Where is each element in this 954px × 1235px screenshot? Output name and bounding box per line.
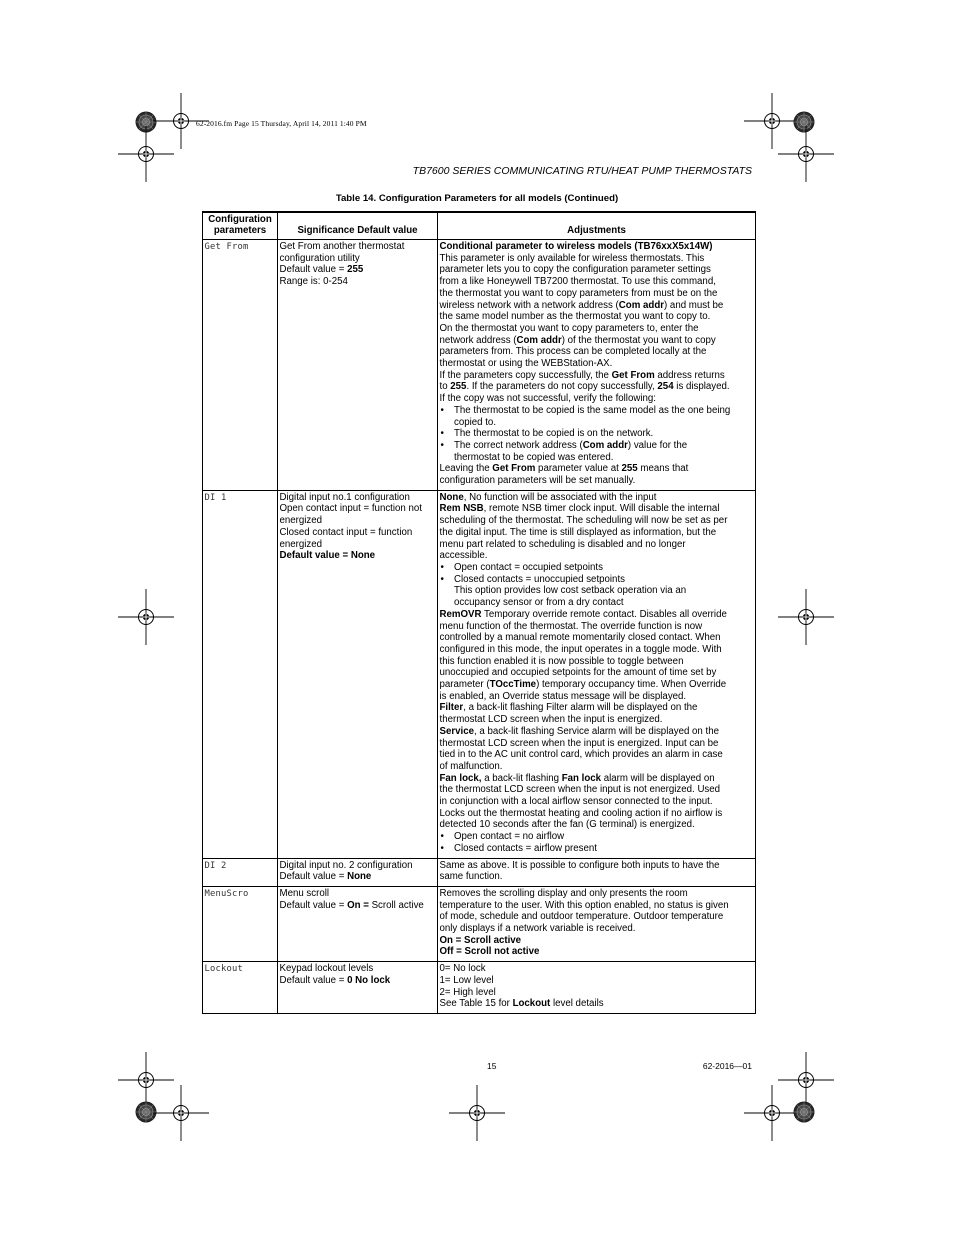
text-run: temperature to the user. With this option enabled, no status is given [439,899,729,911]
text-run: Range is: 0-254 [279,276,348,288]
adjustment-line [440,311,755,323]
bold-text: 255 [621,463,638,475]
adjustment-line [440,609,755,621]
text-run: Menu scroll [279,887,330,899]
bold-text: Get From [492,463,536,475]
adjustment-line [440,935,755,947]
bold-text: 255 [450,381,467,393]
middle-right-crosshair-target-icon [778,589,834,645]
adjustment-line [440,370,755,382]
text-run: level details [550,998,604,1010]
adjustments-cell [438,962,756,1014]
bold-text: Default value = None [279,550,376,562]
indented-line [440,417,755,429]
param-cell [203,240,278,491]
text-run: controlled by a manual remote momentarily closed contact. When [439,632,721,644]
text-run: Default value = [279,899,348,911]
bullet-item [440,405,755,417]
text-run: alarm will be displayed on [601,772,715,784]
bullet-item [440,831,755,843]
adjustment-line [440,796,755,808]
adjustments-cell [438,886,756,961]
text-run: Open contact = no airflow [454,831,565,843]
adjustment-line [440,667,755,679]
adjustment-line [440,621,755,633]
text-run: a back-lit flashing [481,772,562,784]
significance-cell [278,858,438,886]
configuration-parameters-table [202,211,756,1014]
significance-line [280,276,437,288]
text-run: of mode, schedule and outdoor temperature. Outdoor temperature [439,911,724,923]
adjustment-line [440,702,755,714]
header-adjustments: Adjustments [438,212,756,240]
bullet-text [454,440,754,452]
bullet-icon: • [440,842,444,854]
adjustment-line [440,527,755,539]
top-right-side-crosshair-target-icon [778,126,834,182]
text-run: Default value = [279,264,348,276]
text-run: the thermostat LCD screen when the input is not energized. Used [439,784,721,796]
adjustment-line [440,276,755,288]
bullet-text [454,574,754,586]
adjustment-line [440,550,755,562]
adjustment-line [440,463,755,475]
bold-text: 255 [347,264,364,276]
table-row [203,886,756,961]
significance-line [280,264,437,276]
text-run: ) value for the [627,439,688,451]
bold-text: On = Scroll active [439,934,522,946]
bold-text: Com addr [516,334,562,346]
adjustment-line [440,946,755,958]
text-run: parameters from. This process can be completed locally at the [439,346,707,358]
text-run: Temporary override remote contact. Disables all override [481,608,727,620]
table-title: Table 14. Configuration Parameters for all models (Continued) [335,193,619,204]
bullet-icon: • [440,561,444,573]
bottom-left-halftone-disc-icon [136,1102,157,1123]
adjustment-line [440,784,755,796]
text-run: the same model number as the thermostat you want to copy to. [439,311,711,323]
text-run: Closed contacts = airflow present [454,842,597,854]
text-run: energized [279,515,323,527]
adjustment-line [440,381,755,393]
text-run: , remote NSB timer clock input. Will disable the internal [483,503,720,515]
bold-text: None [439,491,464,503]
indented-line [440,597,755,609]
significance-line [280,253,437,265]
adjustment-line [440,539,755,551]
table-row [203,240,756,491]
adjustment-line [440,923,755,935]
text-run: occupancy sensor or from a dry contact [454,597,624,609]
text-run: this function enabled it is now possible to toggle between [439,655,684,667]
bottom-left-crosshair-target-icon [153,1085,209,1141]
header-significance: Significance Default value [278,212,438,240]
page-number: 15 [487,1061,497,1071]
table-header-row [203,212,756,240]
adjustment-line [440,911,755,923]
text-run: , a back-lit flashing Filter alarm will be displayed on the [463,702,698,714]
print-stamp: 62-2016.fm Page 15 Thursday, April 14, 2011 1:40 PM [196,119,367,128]
adjustment-line [440,987,755,999]
adjustment-line [440,963,755,975]
header-param-line-1: Configuration [208,214,272,225]
top-left-side-crosshair-target-icon [118,126,174,182]
significance-line [280,539,437,551]
bold-text: Get From [611,369,655,381]
bullet-text [454,405,754,417]
text-run: If the parameters copy successfully, the [439,369,612,381]
significance-line [280,871,437,883]
param-cell [203,962,278,1014]
bullet-text [454,843,754,855]
adjustment-line [440,888,755,900]
text-run: Open contact = occupied setpoints [454,561,603,573]
table-body [203,240,756,1014]
adjustments-cell [438,490,756,858]
text-run: Removes the scrolling display and only presents the room [439,887,688,899]
adjustment-line [440,808,755,820]
adjustment-line [440,900,755,912]
bold-text: None [347,871,372,883]
bottom-right-crosshair-target-icon [744,1085,800,1141]
text-run: The thermostat to be copied is on the network. [454,428,654,440]
adjustment-line [440,241,755,253]
bold-text: 254 [657,381,674,393]
significance-line [280,515,437,527]
bullet-item [440,428,755,440]
adjustment-line [440,346,755,358]
text-run: scheduling of the thermostat. The scheduling will now be set as per [439,515,728,527]
running-header: TB7600 SERIES COMMUNICATING RTU/HEAT PUMP THERMOSTATS [412,165,752,177]
significance-line [280,492,437,504]
text-run: ) of the thermostat you want to copy [561,334,716,346]
bold-text: Fan lock, [439,772,482,784]
bottom-right-halftone-disc-icon [794,1102,815,1123]
adjustment-line [440,726,755,738]
text-run: from a like Honeywell TB7200 thermostat. To use this command, [439,276,716,288]
text-run: thermostat or using the WEBStation-AX. [439,358,613,370]
text-run: is enabled, an Override status message will be displayed. [439,690,687,702]
significance-line [280,975,437,987]
text-run: parameter value at [535,463,622,475]
significance-cell [278,886,438,961]
adjustment-line [440,515,755,527]
top-right-crosshair-target-icon [744,93,800,149]
significance-cell [278,240,438,491]
text-run: detected 10 seconds after the fan (G terminal) is energized. [439,819,695,831]
adjustment-line [440,492,755,504]
text-run: Locks out the thermostat heating and cooling action if no airflow is [439,807,723,819]
adjustment-line [440,253,755,265]
bold-text: Com addr [582,439,628,451]
adjustment-line [440,644,755,656]
param-name: Get From [204,242,249,252]
bullet-item [440,440,755,452]
adjustment-line [440,393,755,405]
bold-text: On = [347,899,369,911]
adjustment-line [440,323,755,335]
bold-text: 0 No lock [347,974,391,986]
param-name: DI 2 [204,860,227,871]
significance-line [280,900,437,912]
adjustment-line [440,773,755,785]
text-run: 1= Low level [439,974,494,986]
bottom-right-side-crosshair-target-icon [778,1052,834,1108]
significance-line [280,550,437,562]
text-run: address returns [654,369,725,381]
bullet-icon: • [440,428,444,440]
bold-text: Off = Scroll not active [439,946,540,958]
text-run: Closed contacts = unoccupied setpoints [454,573,625,585]
bold-text: Fan lock [561,772,602,784]
adjustment-line [440,975,755,987]
bold-text: Com addr [618,299,665,311]
text-run: The correct network address ( [454,439,583,451]
text-run: copied to. [454,416,497,428]
significance-line [280,241,437,253]
text-run: ) and must be [664,299,724,311]
param-cell [203,490,278,858]
text-run: Default value = [279,871,348,883]
header-param-line-2: parameters [213,225,267,236]
text-run: thermostat to be copied was entered. [454,451,614,463]
param-name: Lockout [204,964,243,975]
param-name: DI 1 [204,492,227,503]
bold-text: RemOVR [439,608,482,620]
text-run: configuration utility [279,252,360,264]
text-run: , No function will be associated with the input [463,491,657,503]
text-run: ) temporary occupancy time. When Override [536,679,727,691]
text-run: the digital input. The time is still displayed as information, but the [439,526,717,538]
significance-line [280,888,437,900]
significance-line [280,503,437,515]
text-run: This parameter is only available for wireless thermostats. This [439,252,705,264]
significance-cell [278,490,438,858]
adjustment-line [440,475,755,487]
text-run: unoccupied and occupied setpoints for the amount of time set by [439,667,717,679]
table-row [203,858,756,886]
bold-text: Service [439,725,474,737]
text-run: parameter ( [439,679,490,691]
text-run: menu part related to scheduling is disabled and no longer [439,538,686,550]
text-run: Keypad lockout levels [279,963,374,975]
bullet-text [454,831,754,843]
adjustment-line [440,860,755,872]
document-number: 62-2016—01 [702,1061,752,1071]
text-run: the thermostat you want to copy parameters from must be on the [439,287,718,299]
param-name: MenuScro [204,888,249,899]
text-run: Digital input no. 2 configuration [279,859,413,871]
adjustment-line [440,632,755,644]
text-run: See Table 15 for [439,998,513,1010]
adjustment-line [440,358,755,370]
text-run: thermostat LCD screen when the input is energized. [439,714,663,726]
text-run: On the thermostat you want to copy parameters to, enter the [439,322,699,334]
significance-cell [278,962,438,1014]
bottom-center-crosshair-target-icon [449,1085,505,1141]
adjustment-line [440,738,755,750]
text-run: in conjunction with a local airflow sensor connected to the input. [439,796,713,808]
bullet-icon: • [440,439,444,451]
text-run: , a back-lit flashing Service alarm will be displayed on the [473,725,719,737]
top-right-halftone-disc-icon [794,112,815,133]
adjustment-line [440,691,755,703]
middle-left-crosshair-target-icon [118,589,174,645]
text-run: Same as above. It is possible to configure both inputs to have the [439,859,720,871]
text-run: The thermostat to be copied is the same model as the one being [454,404,731,416]
adjustment-line [440,264,755,276]
adjustment-line [440,871,755,883]
header-configuration-parameters [203,212,278,240]
bottom-left-side-crosshair-target-icon [118,1052,174,1108]
significance-line [280,860,437,872]
text-run: tied in to the AC unit control card, which provides an alarm in case [439,749,723,761]
text-run: only displays if a network variable is received. [439,923,636,935]
bold-text: Lockout [512,998,551,1010]
text-run: is displayed. [673,381,730,393]
text-run: . If the parameters do not copy successfully, [466,381,658,393]
bullet-text [454,562,754,574]
text-run: thermostat LCD screen when the input is energized. Input can be [439,737,719,749]
indented-line [440,452,755,464]
text-run: menu function of the thermostat. The override function is now [439,620,703,632]
text-run: same function. [439,871,503,883]
bold-text: Filter [439,702,464,714]
adjustment-line [440,998,755,1010]
table-row [203,490,756,858]
adjustment-line [440,503,755,515]
text-run: to [439,381,451,393]
bullet-item [440,574,755,586]
text-run: Get From another thermostat [279,241,405,252]
text-run: This option provides low cost setback operation via an [454,585,687,597]
bullet-text [454,428,754,440]
adjustment-line [440,819,755,831]
adjustments-cell [438,240,756,491]
adjustment-line [440,288,755,300]
text-run: accessible. [439,550,488,562]
text-run: 2= High level [439,986,496,998]
indented-line [440,585,755,597]
text-run: Leaving the [439,463,493,475]
adjustment-line [440,300,755,312]
bullet-icon: • [440,573,444,585]
adjustment-line [440,761,755,773]
bullet-item [440,562,755,574]
bold-text: Conditional parameter to wireless models (TB76xxX5x14W) [439,241,713,252]
bullet-item [440,843,755,855]
adjustment-line [440,679,755,691]
bold-text: TOccTime [489,679,537,691]
text-run: If the copy was not successful, verify the following: [439,393,656,405]
text-run: Default value = [279,974,348,986]
text-run: configuration parameters will be set manually. [439,475,636,487]
table-row [203,962,756,1014]
adjustment-line [440,749,755,761]
text-run: of malfunction. [439,760,503,772]
text-run: energized [279,538,323,550]
text-run: Open contact input = function not [279,503,422,515]
text-run: Digital input no.1 configuration [279,491,410,503]
bullet-icon: • [440,404,444,416]
text-run: configured in this mode, the input operates in a toggle mode. With [439,643,722,655]
adjustment-line [440,335,755,347]
adjustment-line [440,714,755,726]
param-cell [203,858,278,886]
text-run: 0= No lock [439,963,486,975]
adjustments-cell [438,858,756,886]
param-cell [203,886,278,961]
bullet-icon: • [440,831,444,843]
significance-line [280,527,437,539]
text-run: Closed contact input = function [279,526,413,538]
text-run: parameter lets you to copy the configuration parameter settings [439,264,711,276]
significance-line [280,963,437,975]
text-run: network address ( [439,334,517,346]
text-run: Scroll active [368,899,424,911]
text-run: means that [637,463,689,475]
adjustment-line [440,656,755,668]
bold-text: Rem NSB [439,503,484,515]
text-run: wireless network with a network address ( [439,299,619,311]
